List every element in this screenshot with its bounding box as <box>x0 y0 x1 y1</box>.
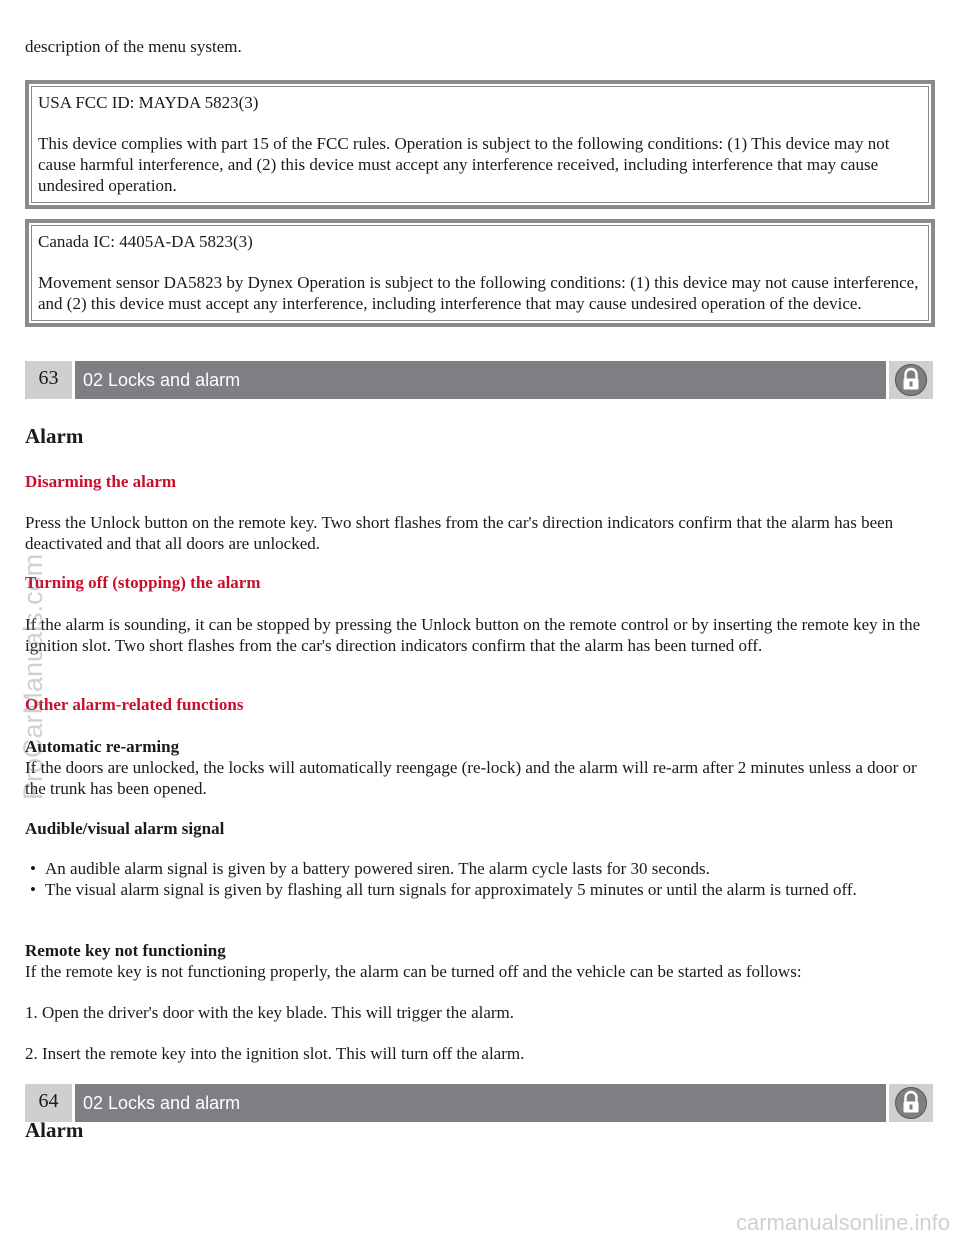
lock-icon <box>894 1086 928 1120</box>
page-number: 64 <box>25 1084 72 1122</box>
canada-ic-title: Canada IC: 4405A-DA 5823(3) <box>38 232 253 251</box>
turning-off-heading: Turning off (stopping) the alarm <box>25 573 261 592</box>
signal-list <box>25 858 933 900</box>
turning-off-text: If the alarm is sounding, it can be stopped by pressing the Unlock button on the remote control or by inserting the remote key in the ignition slot. Two short flashes from the car's direction indicators confirm that the alarm has been turned off. <box>25 615 921 655</box>
canada-notice-text: Movement sensor DA5823 by Dynex Operation is subject to the following conditions: (1) this device may not cause interference, and (2) this device must accept any interference, including interference that may cause undesired operation of the device. <box>38 273 919 313</box>
signal-heading: Audible/visual alarm signal <box>25 819 225 838</box>
remote-heading: Remote key not functioning <box>25 941 226 960</box>
page-number: 63 <box>25 361 72 399</box>
fcc-notice-text: This device complies with part 15 of the FCC rules. Operation is subject to the following conditions: (1) This device may not cause harmful interference, and (2) this device must accept any interference received, including interference that may cause undesired operation. <box>38 134 890 195</box>
section-title: 02 Locks and alarm <box>75 1084 886 1122</box>
section-header-64 <box>25 1084 933 1122</box>
footer-watermark: carmanualsonline.info <box>735 1210 950 1235</box>
rearm-text: If the doors are unlocked, the locks will automatically reengage (re-lock) and the alarm will re-arm after 2 minutes unless a door or the trunk has been opened. <box>25 758 917 798</box>
lock-icon-box <box>889 1084 933 1122</box>
intro-line: description of the menu system. <box>25 37 242 56</box>
canada-notice-box <box>25 219 935 327</box>
list-item: • An audible alarm signal is given by a battery powered siren. The alarm cycle lasts for 30 seconds. <box>25 858 933 879</box>
side-watermark: ProCarManuals.com <box>18 553 48 800</box>
fcc-notice-box <box>25 80 935 209</box>
step-2: 2. Insert the remote key into the ignition slot. This will turn off the alarm. <box>25 1044 525 1063</box>
other-functions-heading: Other alarm-related functions <box>25 695 244 714</box>
alarm-heading-2: Alarm <box>25 1118 84 1142</box>
lock-icon-box <box>889 361 933 399</box>
alarm-heading: Alarm <box>25 424 84 448</box>
disarming-text: Press the Unlock button on the remote key. Two short flashes from the car's direction indicators confirm that the alarm has been deactivated and that all doors are unlocked. <box>25 513 894 553</box>
list-item: • The visual alarm signal is given by flashing all turn signals for approximately 5 minutes or until the alarm is turned off. <box>25 879 933 900</box>
lock-icon <box>894 363 928 397</box>
fcc-id-title: USA FCC ID: MAYDA 5823(3) <box>38 93 259 112</box>
section-title: 02 Locks and alarm <box>75 361 886 399</box>
step-1: 1. Open the driver's door with the key blade. This will trigger the alarm. <box>25 1003 515 1022</box>
rearm-heading: Automatic re-arming <box>25 737 180 756</box>
disarming-heading: Disarming the alarm <box>25 472 177 491</box>
remote-text: If the remote key is not functioning properly, the alarm can be turned off and the vehicle can be started as follows: <box>25 962 802 981</box>
section-header-63 <box>25 361 933 399</box>
